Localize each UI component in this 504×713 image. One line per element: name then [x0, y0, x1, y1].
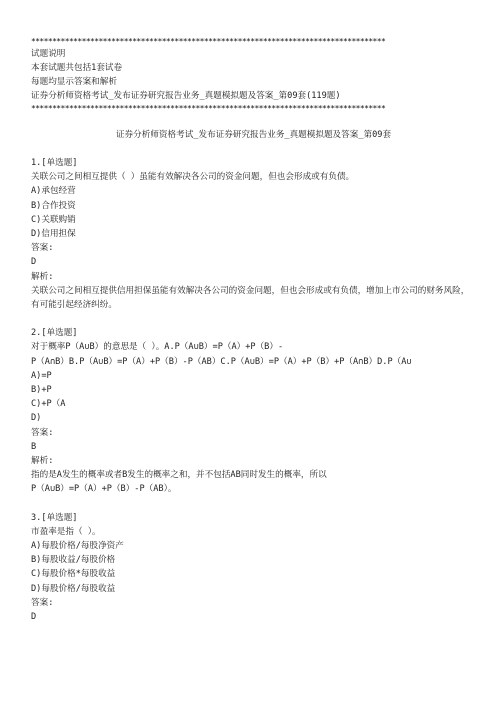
answer-label: 答案: [31, 597, 54, 608]
analysis-line-1: 指的是A发生的概率或者B发生的概率之和，并不包括AB同时发生的概率，所以 [31, 470, 327, 481]
header-block [31, 36, 476, 114]
question-3 [31, 511, 476, 625]
question-number: 2.[单选题] [31, 328, 78, 339]
header-line-2: 本套试题共包括1套试卷 [31, 63, 123, 73]
option-d: D)信用担保 [31, 229, 76, 240]
header-line-4: 证券分析师资格考试_发布证券研究报告业务_真题模拟题及答案_第09套(119题) [31, 91, 341, 101]
separator-top: ************************************************************************************ [31, 37, 386, 46]
option-d: D) [31, 413, 42, 424]
document-title: 证券分析师资格考试_发布证券研究报告业务_真题模拟题及答案_第09套 [115, 130, 392, 140]
header-line-1: 试题说明 [31, 49, 66, 59]
option-a: A)每股价格/每股净资产 [31, 541, 124, 552]
answer-value: D [31, 612, 37, 623]
question-number: 3.[单选题] [31, 512, 78, 523]
question-stem: 市盈率是指（ ）。 [31, 526, 101, 537]
option-a: A)=P [31, 370, 52, 381]
analysis-label: 解析: [31, 456, 54, 467]
option-b: B)每股收益/每股价格 [31, 555, 116, 566]
answer-value: B [31, 441, 37, 452]
answer-label: 答案: [31, 427, 54, 438]
option-b: B)合作投资 [31, 200, 76, 211]
separator-bottom: ************************************************************************************ [31, 104, 386, 113]
option-b: B)+P [31, 385, 52, 396]
option-a: A)承包经营 [31, 186, 76, 197]
option-c: C)+P（A [31, 399, 66, 410]
analysis-text: 关联公司之间相互提供信用担保虽能有效解决各公司的资金问题，但也会形成或有负债，增加上市公司的财务风险，有可能引起经济纠纷。 [31, 285, 470, 311]
header-line-3: 每题均显示答案和解析 [31, 77, 117, 87]
answer-value: D [31, 257, 37, 268]
document-page [31, 36, 476, 624]
question-stem: 关联公司之间相互提供（ ）虽能有效解决各公司的资金问题，但也会形成或有负债。 [31, 172, 355, 183]
question-1 [31, 156, 476, 312]
option-c: C)关联购销 [31, 214, 76, 225]
analysis-label: 解析: [31, 271, 54, 282]
question-2 [31, 326, 476, 496]
question-number: 1.[单选题] [31, 158, 78, 168]
question-stem-line-2: P（A∩B）B.P（A∪B）=P（A）+P（B）-P（AB）C.P（A∪B）=P（A）+P（B）+P（A∩B）D.P（A∪ [31, 356, 412, 367]
analysis-line-2: P（A∪B）=P（A）+P（B）-P（AB）。 [31, 484, 177, 495]
answer-label: 答案: [31, 243, 54, 254]
option-d: D)每股价格/每股收益 [31, 583, 116, 594]
question-stem-line-1: 对于概率P（A∪B）的意思是（ ）。A.P（A∪B）=P（A）+P（B）- [31, 342, 284, 353]
option-c: C)每股价格*每股收益 [31, 569, 116, 580]
